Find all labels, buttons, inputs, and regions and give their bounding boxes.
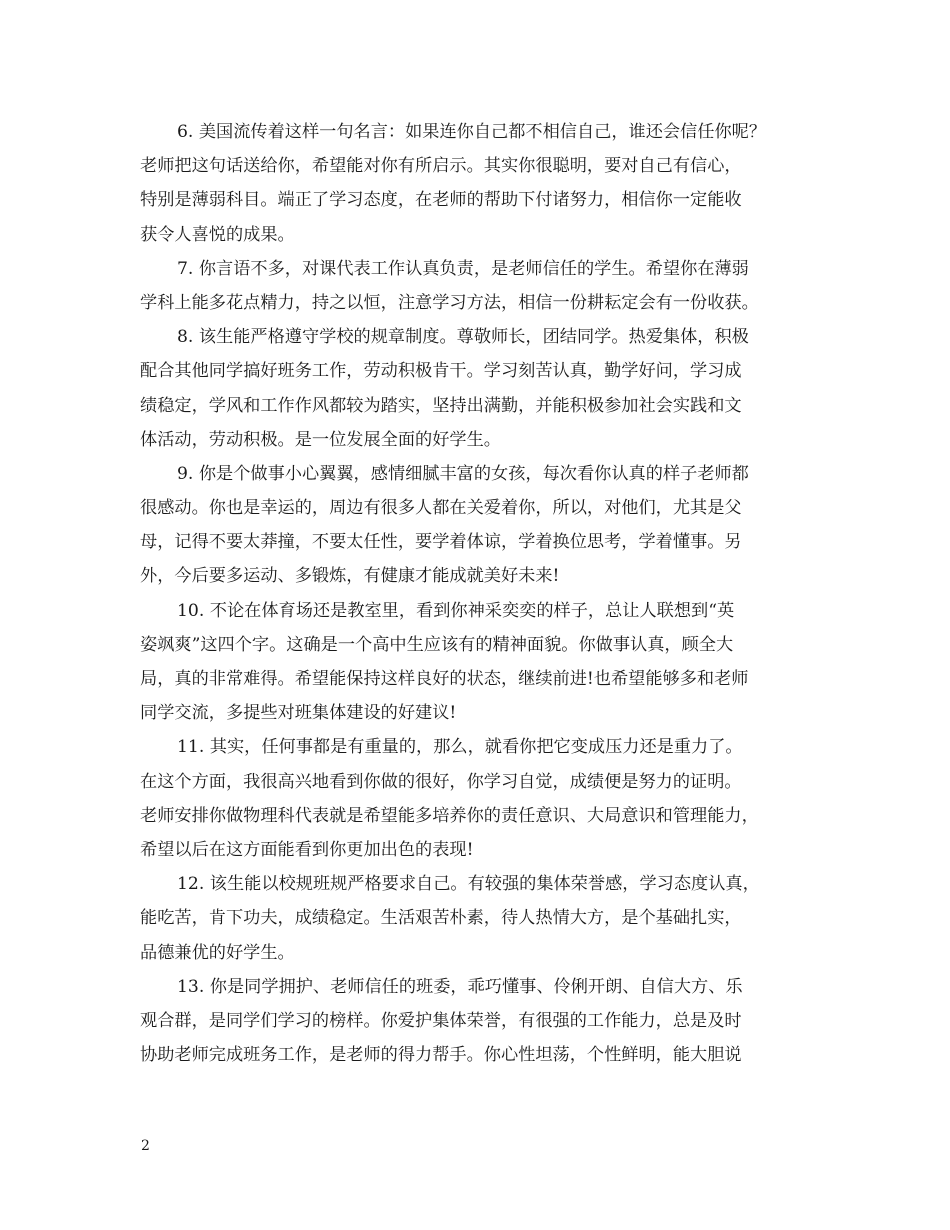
text-line: 13. 你是同学拥护、老师信任的班委，乖巧懂事、伶俐开朗、自信大方、乐 (177, 976, 743, 997)
text-line: 10. 不论在体育场还是教室里，看到你神采奕奕的样子，总让人联想到“英 (177, 600, 735, 621)
text-line: 品德兼优的好学生。 (140, 942, 295, 963)
paragraph-10 (140, 594, 828, 731)
paragraph-7 (140, 252, 828, 320)
text-line: 能吃苦，肯下功夫，成绩稳定。生活艰苦朴素，待人热情大方，是个基础扎实， (140, 908, 742, 929)
text-line: 协助老师完成班务工作，是老师的得力帮手。你心性坦荡，个性鲜明，能大胆说 (140, 1045, 742, 1066)
text-line: 6. 美国流传着这样一句名言：如果连你自己都不相信自己，谁还会信任你呢？ (177, 122, 767, 142)
text-line: 母，记得不要太莽撞，不要太任性，要学着体谅，学着换位思考，学着懂事。另 (140, 532, 742, 553)
paragraph-9 (140, 457, 828, 594)
text-line: 9. 你是个做事小心翼翼，感情细腻丰富的女孩，每次看你认真的样子老师都 (177, 463, 749, 484)
paragraph-13 (140, 970, 828, 1073)
text-line: 8. 该生能严格遵守学校的规章制度。尊敬师长，团结同学。热爱集体，积极 (177, 327, 749, 348)
text-line: 7. 你言语不多，对课代表工作认真负责，是老师信任的学生。希望你在薄弱 (177, 258, 749, 279)
paragraph-8 (140, 320, 828, 457)
text-line: 体活动，劳动积极。是一位发展全面的好学生。 (140, 429, 501, 450)
text-line: 特别是薄弱科目。端正了学习态度，在老师的帮助下付诸努力，相信你一定能收 (140, 190, 742, 211)
text-line: 外，今后要多运动、多锻炼，有健康才能成就美好未来! (140, 566, 560, 587)
text-line: 观合群，是同学们学习的榜样。你爱护集体荣誉，有很强的工作能力，总是及时 (140, 1010, 742, 1031)
text-line: 老师安排你做物理科代表就是希望能多培养你的责任意识、大局意识和管理能力， (140, 805, 759, 826)
paragraph-12 (140, 867, 828, 970)
text-line: 在这个方面，我很高兴地看到你做的很好，你学习自觉，成绩便是努力的证明。 (140, 771, 742, 792)
page-number: 2 (141, 1138, 150, 1154)
document-body (140, 115, 828, 1072)
text-line: 局，真的非常难得。希望能保持这样良好的状态，继续前进!也希望能够多和老师 (140, 669, 749, 689)
text-line: 同学交流，多提些对班集体建设的好建议! (140, 703, 457, 724)
text-line: 12. 该生能以校规班规严格要求自己。有较强的集体荣誉感，学习态度认真， (177, 874, 760, 895)
text-line: 11. 其实，任何事都是有重量的，那么，就看你把它变成压力还是重力了。 (177, 737, 743, 758)
paragraph-11 (140, 730, 828, 867)
text-line: 很感动。你也是幸运的，周边有很多人都在关爱着你，所以，对他们，尤其是父 (140, 498, 742, 519)
text-line: 绩稳定，学风和工作作风都较为踏实，坚持出满勤，并能积极参加社会实践和文 (140, 395, 742, 416)
text-line: 姿飒爽”这四个字。这确是一个高中生应该有的精神面貌。你做事认真，顾全大 (140, 634, 734, 655)
text-line: 希望以后在这方面能看到你更加出色的表现! (140, 839, 474, 860)
text-line: 学科上能多花点精力，持之以恒，注意学习方法，相信一份耕耘定会有一份收获。 (140, 292, 759, 313)
text-line: 老师把这句话送给你，希望能对你有所启示。其实你很聪明，要对自己有信心， (140, 156, 742, 177)
text-line: 获令人喜悦的成果。 (140, 224, 295, 245)
paragraph-6 (140, 115, 828, 252)
text-line: 配合其他同学搞好班务工作，劳动积极肯干。学习刻苦认真，勤学好问，学习成 (140, 361, 742, 382)
